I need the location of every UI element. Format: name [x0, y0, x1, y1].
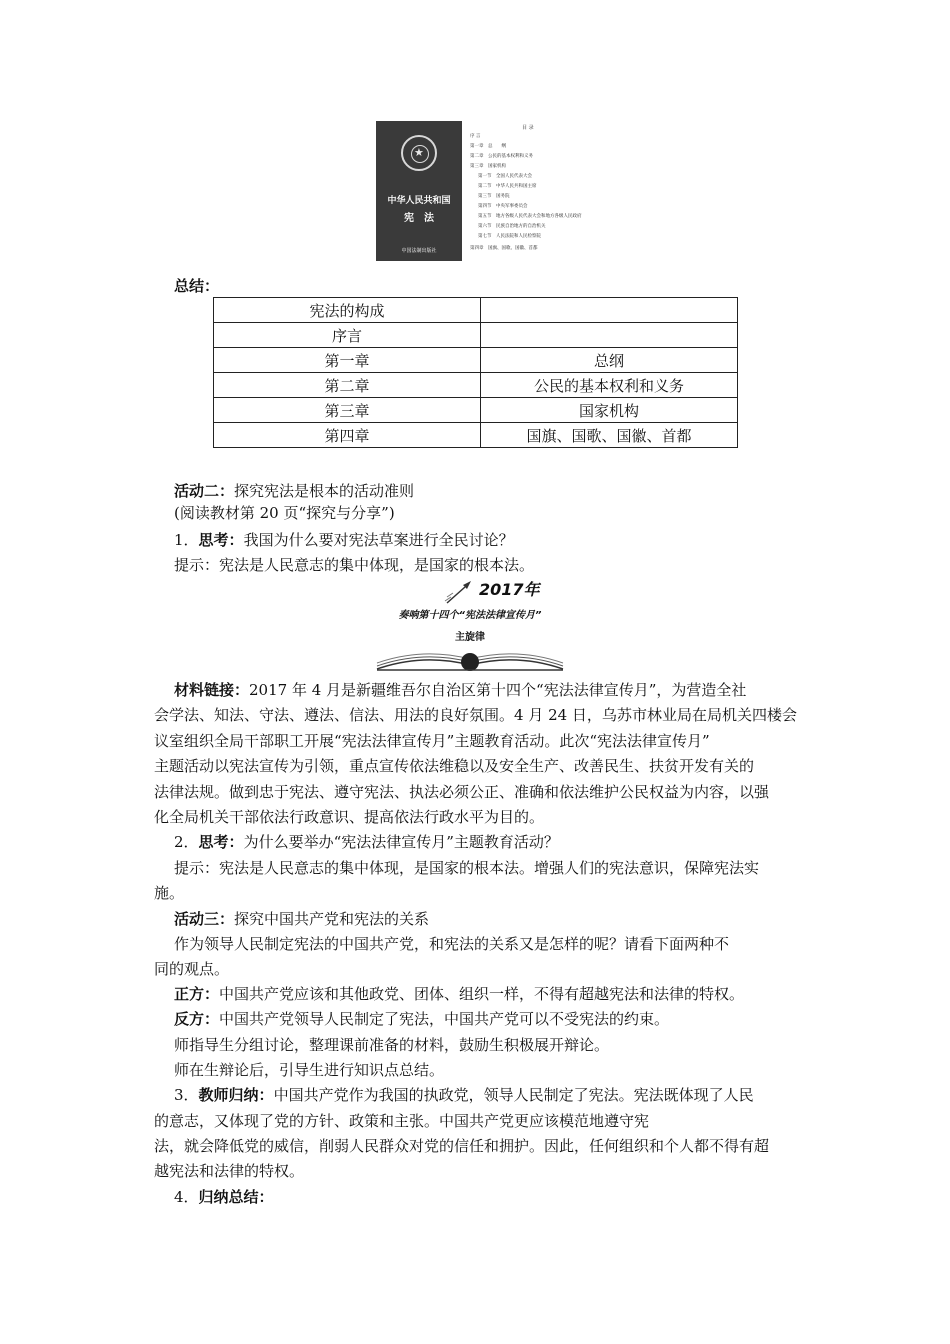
material-text: 2017 年 4 月是新疆维吾尔自治区第十四个“宪法法律宣传月”，为营造全社	[249, 681, 747, 699]
activity3-label: 活动三：	[174, 910, 235, 928]
activity2-heading	[174, 481, 414, 502]
activity3-intro-line: 作为领导人民制定宪法的中国共产党，和宪法的关系又是怎样的呢？请看下面两种不	[174, 935, 730, 953]
q1-hint: 提示：宪法是人民意志的集中体现，是国家的根本法。	[174, 556, 535, 574]
table-cell: 总纲	[481, 348, 738, 373]
national-emblem-icon	[401, 135, 437, 171]
q2-hint-line: 提示：宪法是人民意志的集中体现，是国家的根本法。增强人们的宪法意识，保障宪法实	[174, 859, 760, 877]
material-line: 会学法、知法、守法、遵法、信法、用法的良好氛围。4 月 24 日，乌苏市林业局在局机关四楼会	[154, 706, 797, 724]
cover-subtitle: 宪 法	[404, 213, 434, 224]
activity3-heading	[174, 909, 429, 930]
con-view	[174, 1009, 669, 1030]
q4-number: 4．	[174, 1188, 199, 1206]
table-of-contents	[468, 121, 582, 261]
table-row	[214, 348, 738, 373]
material-line: 化全局机关干部依法行政意识、提高依法行政水平为目的。	[154, 808, 545, 826]
activity3-intro-line: 同的观点。	[154, 960, 230, 978]
toc-line: 第二节 中华人民共和国主席	[478, 184, 537, 189]
table-row	[214, 373, 738, 398]
constitution-structure-table	[213, 297, 738, 448]
toc-line: 第七节 人民法院和人民检察院	[478, 234, 541, 239]
pro-view	[174, 984, 744, 1005]
toc-line: 序 言	[470, 134, 481, 139]
toc-line: 第一节 全国人民代表大会	[478, 174, 532, 179]
table-header-row	[214, 298, 738, 323]
q3-line: 越宪法和法律的特权。	[154, 1162, 305, 1180]
table-cell: 序言	[214, 323, 481, 348]
con-text: 中国共产党领导人民制定了宪法，中国共产党可以不受宪法的约束。	[219, 1010, 670, 1028]
q2-number: 2．	[174, 833, 199, 851]
q3-line: 的意志，又体现了党的方针、政策和主张。中国共产党更应该模范地遵守宪	[154, 1112, 650, 1130]
table-row	[214, 323, 738, 348]
material-label: 材料链接：	[174, 681, 250, 699]
table-cell: 公民的基本权利和义务	[481, 373, 738, 398]
table-row	[214, 423, 738, 448]
activity2-read: (阅读教材第 20 页“探究与分享”)	[174, 504, 395, 522]
summary-label: 总结：	[174, 277, 220, 295]
cover-title: 中华人民共和国	[387, 196, 451, 206]
constitution-cover	[376, 121, 462, 261]
table-cell	[481, 298, 738, 323]
q1-line	[174, 530, 514, 551]
banner-year: 2017年	[479, 580, 540, 599]
activity3-title: 探究中国共产党和宪法的关系	[234, 910, 430, 928]
table-cell: 宪法的构成	[214, 298, 481, 323]
constitution-figure	[376, 121, 582, 261]
toc-line: 第四节 中央军事委员会	[478, 204, 528, 209]
table-cell: 国旗、国歌、国徽、首都	[481, 423, 738, 448]
q4-line	[174, 1187, 274, 1208]
pro-label: 正方：	[174, 985, 220, 1003]
q2-hint-line: 施。	[154, 884, 185, 902]
toc-line: 第六节 民族自治地方的自治机关	[478, 224, 546, 229]
activity2-title: 探究宪法是根本的活动准则	[234, 482, 415, 500]
q4-label: 归纳总结：	[198, 1188, 274, 1206]
table-cell: 第四章	[214, 423, 481, 448]
q1-label: 思考：	[198, 531, 244, 549]
table-cell: 第二章	[214, 373, 481, 398]
q3-number: 3．	[174, 1086, 199, 1104]
activity2-label: 活动二：	[174, 482, 235, 500]
teacher-note: 师在生辩论后，引导生进行知识点总结。	[174, 1061, 445, 1079]
q3-line: 法，就会降低党的威信，削弱人民群众对党的信任和拥护。因此，任何组织和个人都不得有超	[154, 1137, 770, 1155]
toc-line: 第五节 地方各级人民代表大会和地方各级人民政府	[478, 214, 582, 219]
q2-label: 思考：	[198, 833, 244, 851]
rocket-icon	[443, 579, 483, 605]
toc-line: 第三章 国家机构	[470, 164, 506, 169]
q3-text: 中国共产党作为我国的执政党，领导人民制定了宪法。宪法既体现了人民	[273, 1086, 754, 1104]
material-line-1	[174, 680, 746, 701]
q2-text: 为什么要举办“宪法法律宣传月”主题教育活动？	[243, 833, 559, 851]
promotion-banner	[375, 577, 565, 671]
banner-headline: 奏响第十四个“宪法法律宣传月”	[398, 610, 542, 621]
material-line: 法律法规。做到忠于宪法、遵守宪法、执法必须公正、准确和依法维护公民权益为内容，以强	[154, 783, 770, 801]
table-cell: 第三章	[214, 398, 481, 423]
toc-line: 第二章 公民的基本权利和义务	[470, 154, 533, 159]
table-cell	[481, 323, 738, 348]
table-cell: 国家机构	[481, 398, 738, 423]
q3-line-1	[174, 1085, 754, 1106]
toc-line: 第四章 国旗、国歌、国徽、首都	[470, 246, 538, 251]
q2-line	[174, 832, 559, 853]
q1-number: 1．	[174, 531, 199, 549]
table-row	[214, 398, 738, 423]
open-book-icon	[375, 649, 565, 671]
q3-label: 教师归纳：	[198, 1086, 274, 1104]
material-line: 议室组织全局干部职工开展“宪法法律宣传月”主题教育活动。此次“宪法法律宣传月”	[154, 732, 710, 750]
toc-line: 第三节 国务院	[478, 194, 510, 199]
toc-line: 第一章 总 纲	[470, 144, 506, 149]
banner-subline: 主旋律	[455, 632, 485, 643]
material-line: 主题活动以宪法宣传为引领，重点宣传依法维稳以及安全生产、改善民生、扶贫开发有关的	[154, 757, 755, 775]
q1-text: 我国为什么要对宪法草案进行全民讨论？	[243, 531, 514, 549]
toc-title: 目 录	[522, 125, 534, 131]
teacher-note: 师指导生分组讨论，整理课前准备的材料，鼓励生积极展开辩论。	[174, 1036, 610, 1054]
cover-publisher: 中国法制出版社	[401, 248, 437, 254]
table-cell: 第一章	[214, 348, 481, 373]
pro-text: 中国共产党应该和其他政党、团体、组织一样，不得有超越宪法和法律的特权。	[219, 985, 745, 1003]
con-label: 反方：	[174, 1010, 220, 1028]
